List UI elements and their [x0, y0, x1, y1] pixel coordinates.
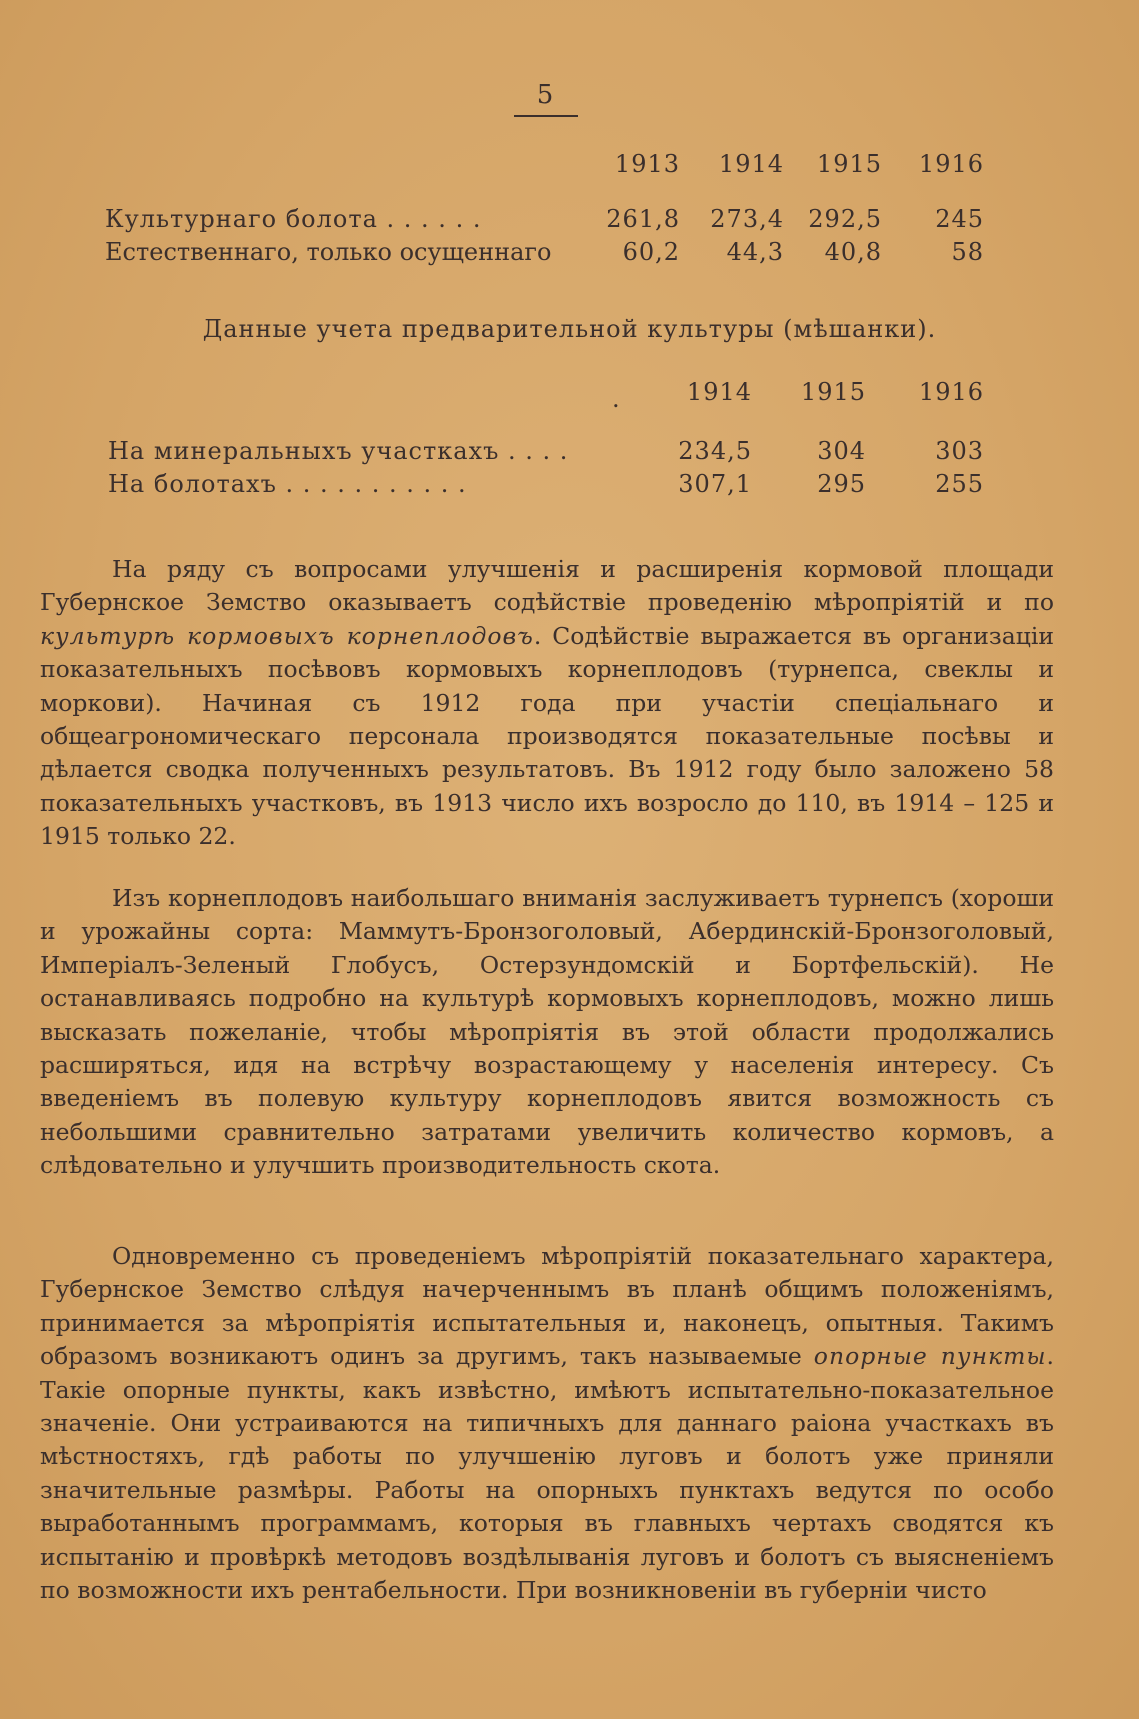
page-number: 5: [536, 80, 554, 110]
table2-row-label: На минеральныхъ участкахъ . . . .: [108, 437, 569, 465]
paragraph-text: Изъ корнеплодовъ наибольшаго вниманія заслуживаетъ турнепсъ (хороши и урожайны сорта: Маммутъ-Бронзоголовый, Абердинскій-Бронзоголовый, Имперіалъ-Зеленый Глобусъ, Остерзундомскій и Бортфельскій). Не останавливаясь подробно на культурѣ кормовыхъ корнеплодовъ, можно лишь высказать пожеланіе, чтобы мѣропріятія въ этой области продолжались расширяться, идя на встрѣчу возрастающему у населенія интересу. Съ введеніемъ въ полевую культуру корнеплодовъ явится возможность съ небольшими сравнительно затратами увеличить количество кормовъ, а слѣдовательно и улучшить производительность скота.: [40, 884, 1054, 1180]
paragraph-turnip: [40, 882, 1054, 1183]
table1-year-1914: 1914: [718, 150, 784, 178]
table2-cell: 304: [817, 437, 866, 465]
table2-year-1915: 1915: [800, 378, 866, 406]
table1-cell: 44,3: [726, 238, 784, 266]
paragraph-text: . Содѣйствіе выражается въ организаціи показательныхъ посѣвовъ кормовыхъ корнеплодовъ (турнепса, свеклы и моркови). Начиная съ 1912 года при участіи спеціальнаго и общеагрономическаго персонала производятся показательные посѣвы и дѣлается сводка полученныхъ результатовъ. Въ 1912 году было заложено 58 показательныхъ участковъ, въ 1913 число ихъ возросло до 110, въ 1914 – 125 и 1915 только 22.: [40, 621, 1054, 851]
emphasized-phrase: культурѣ кормовыхъ корнеплодовъ: [40, 621, 534, 650]
table1-year-1913: 1913: [614, 150, 680, 178]
emphasized-phrase: опорные пункты: [813, 1342, 1047, 1371]
table2-caption: Данные учета предварительной культуры (мѣшанки).: [202, 315, 937, 343]
table2-row-label: На болотахъ . . . . . . . . . . .: [108, 470, 467, 498]
table1-cell: 60,2: [622, 238, 680, 266]
table2-cell: 255: [935, 470, 984, 498]
paragraph-text: На ряду съ вопросами улучшенія и расширенія кормовой площади Губернское Земство оказываетъ содѣйствіе проведенію мѣропріятій и по: [40, 555, 1054, 617]
table2-cell: 307,1: [678, 470, 752, 498]
table1-cell: 292,5: [808, 205, 882, 233]
table1-cell: 58: [951, 238, 984, 266]
paragraph-root-crops: [40, 553, 1054, 854]
table1-year-1916: 1916: [918, 150, 984, 178]
table1-cell: 273,4: [710, 205, 784, 233]
page-number-rule: [514, 115, 578, 117]
table2-cell: 303: [935, 437, 984, 465]
paragraph-text: Одновременно съ проведеніемъ мѣропріятій показательнаго характера, Губернское Земство слѣдуя начерченнымъ въ планѣ общимъ положеніямъ, принимается за мѣропріятія испытательныя и, наконецъ, опытныя. Такимъ образомъ возникаютъ одинъ за другимъ, такъ называемые: [40, 1242, 1054, 1371]
table1-year-1915: 1915: [816, 150, 882, 178]
table2-year-1916: 1916: [918, 378, 984, 406]
table1-cell: 40,8: [824, 238, 882, 266]
table2-year-1914: 1914: [686, 378, 752, 406]
table2-cell: 234,5: [678, 437, 752, 465]
paragraph-support-points: [40, 1240, 1054, 1607]
table1-cell: 245: [935, 205, 984, 233]
table2-lead-dot: .: [612, 385, 621, 413]
table1-cell: 261,8: [606, 205, 680, 233]
table2-cell: 295: [817, 470, 866, 498]
table1-row-label: Культурнаго болота . . . . . .: [105, 205, 482, 233]
paragraph-text: . Такіе опорные пункты, какъ извѣстно, имѣютъ испытательно-показательное значеніе. Они устраиваются на типичныхъ для даннаго раіона участкахъ въ мѣстностяхъ, гдѣ работы по улучшенію луговъ и болотъ уже приняли значительные размѣры. Работы на опорныхъ пунктахъ ведутся по особо выработаннымъ программамъ, которыя въ главныхъ чертахъ сводятся къ испытанію и провѣркѣ методовъ воздѣлыванія луговъ и болотъ съ выясненіемъ по возможности ихъ рентабельности. При возникновеніи въ губерніи чисто: [40, 1342, 1054, 1605]
table1-row-label: Естественнаго, только осущеннаго: [105, 238, 552, 266]
